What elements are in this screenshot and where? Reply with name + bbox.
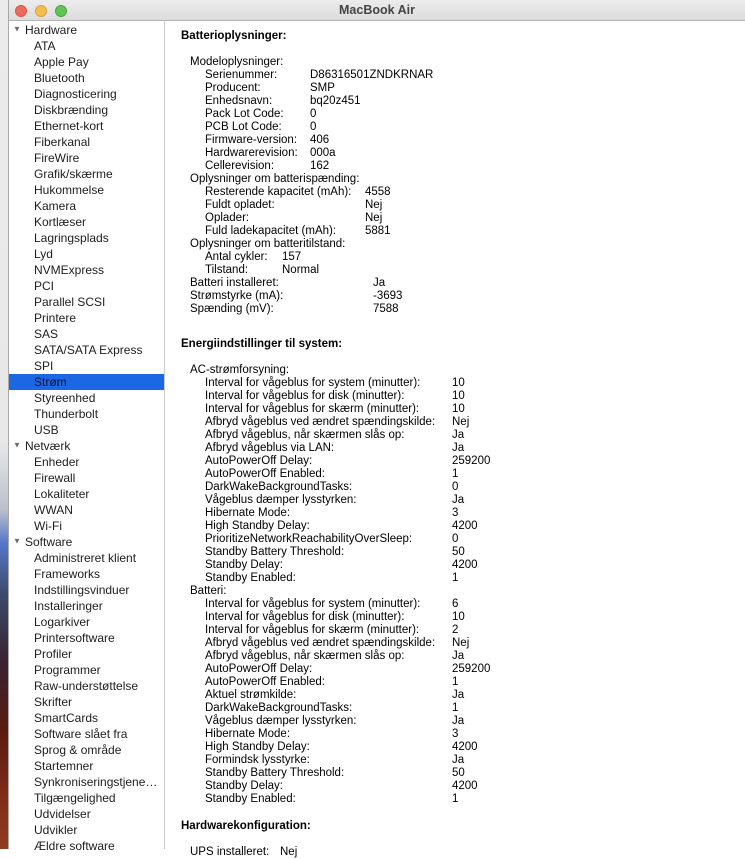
row-label: Afbryd vågeblus, når skærmen slås op:: [205, 650, 405, 662]
section-title: Energiindstillinger til system:: [181, 338, 343, 350]
section-title: Hardwarekonfiguration:: [181, 820, 311, 832]
row-value: -3693: [373, 290, 403, 302]
row-darkwakebackgroundtasks: [181, 481, 739, 494]
sidebar-item-udvidelser[interactable]: Udvidelser: [34, 807, 91, 821]
sidebar-item-ethernet-kort[interactable]: Ethernet-kort: [34, 119, 104, 133]
row-value: 6: [452, 598, 459, 610]
sidebar-item-apple-pay[interactable]: Apple Pay: [34, 55, 89, 69]
sidebar-group-label: Netværk: [25, 439, 71, 453]
row-value: 4200: [452, 741, 478, 753]
row-value: Ja: [452, 754, 465, 766]
sidebar-item-profiler[interactable]: Profiler: [34, 647, 73, 661]
row-label: Vågeblus dæmper lysstyrken:: [205, 715, 357, 727]
row-oplader: [181, 212, 739, 225]
row-high-standby-delay: [181, 741, 739, 754]
row-value: Ja: [452, 689, 465, 701]
row-label: Oplader:: [205, 212, 250, 224]
section-energiindstillinger-til-system: [181, 338, 739, 806]
info-group-status: [181, 277, 739, 316]
sidebar-item-kortlaeser[interactable]: Kortlæser: [34, 215, 87, 229]
sidebar-group-label: Software: [25, 535, 73, 549]
row-label: Interval for vågeblus for disk (minutter):: [205, 611, 405, 623]
sidebar-item-bluetooth[interactable]: Bluetooth: [34, 71, 85, 85]
row-value: 3: [452, 507, 459, 519]
row-interval-for-vageblus-for-disk-minutter: [181, 390, 739, 403]
row-label: Interval for vågeblus for system (minutter):: [205, 377, 421, 389]
row-standby-enabled: [181, 572, 739, 585]
info-group-health: [181, 238, 739, 277]
row-label: UPS installeret:: [190, 846, 270, 858]
row-value: 1: [452, 572, 459, 584]
row-prioritizenetworkreachabilityoversleep: [181, 533, 739, 546]
row-afbryd-vageblus-nar-skaermen-slas-op: [181, 429, 739, 442]
sidebar[interactable]: [9, 21, 165, 853]
row-value: Nej: [365, 199, 383, 211]
sidebar-item-diagnosticering[interactable]: Diagnosticering: [34, 87, 117, 101]
desktop-background-sliver: [0, 0, 8, 849]
row-label: Interval for vågeblus for skærm (minutter):: [205, 624, 420, 636]
row-label: Producent:: [205, 82, 261, 94]
row-label: Afbryd vågeblus via LAN:: [205, 442, 335, 454]
row-label: Hibernate Mode:: [205, 507, 291, 519]
row-enhedsnavn: [181, 95, 739, 108]
row-value: 2: [452, 624, 459, 636]
row-label: Formindsk lysstyrke:: [205, 754, 310, 766]
disclosure-triangle-icon[interactable]: ▼: [13, 24, 21, 34]
sidebar-item-software-slaet-fra[interactable]: Software slået fra: [34, 727, 128, 741]
row-value: bq20z451: [310, 95, 361, 107]
row-pcb-lot-code: [181, 121, 739, 134]
row-stromstyrke-ma: [181, 290, 739, 303]
row-label: DarkWakeBackgroundTasks:: [205, 481, 353, 493]
row-value: 10: [452, 403, 465, 415]
sidebar-item-parallel-scsi[interactable]: Parallel SCSI: [34, 295, 106, 309]
row-value: 1: [452, 793, 459, 805]
row-label: Interval for vågeblus for system (minutter):: [205, 598, 421, 610]
sidebar-item-frameworks[interactable]: Frameworks: [34, 567, 101, 581]
row-label: Pack Lot Code:: [205, 108, 284, 120]
sidebar-group-software[interactable]: [9, 534, 164, 550]
content-pane[interactable]: [165, 21, 745, 858]
disclosure-triangle-icon[interactable]: ▼: [13, 440, 21, 450]
row-hibernate-mode: [181, 728, 739, 741]
sidebar-item-indstillingsvinduer[interactable]: Indstillingsvinduer: [34, 583, 130, 597]
sidebar-item-spi[interactable]: SPI: [34, 359, 54, 373]
info-group-hw: [181, 846, 739, 859]
row-value: Nej: [365, 212, 383, 224]
row-value: Ja: [452, 715, 465, 727]
row-afbryd-vageblus-nar-skaermen-slas-op: [181, 650, 739, 663]
row-label: Enhedsnavn:: [205, 95, 273, 107]
sidebar-item-udvikler[interactable]: Udvikler: [34, 823, 78, 837]
row-value: 4558: [365, 186, 391, 198]
row-label: Standby Enabled:: [205, 572, 296, 584]
row-value: Normal: [282, 264, 320, 276]
sidebar-item-smartcards[interactable]: SmartCards: [34, 711, 99, 725]
row-label: Fuld ladekapacitet (mAh):: [205, 225, 337, 237]
sidebar-item-aeldre-software[interactable]: Ældre software: [34, 839, 115, 853]
row-label: AutoPowerOff Delay:: [205, 455, 313, 467]
row-value: 406: [310, 134, 330, 146]
sidebar-item-styreenhed[interactable]: Styreenhed: [34, 391, 96, 405]
sidebar-item-ata[interactable]: ATA: [34, 39, 56, 53]
traffic-lights: [15, 0, 67, 21]
sidebar-group-hardware[interactable]: [9, 22, 164, 38]
sidebar-item-firewire[interactable]: FireWire: [34, 151, 80, 165]
sidebar-item-grafik-skaerme[interactable]: Grafik/skærme: [34, 167, 113, 181]
sidebar-item-firewall[interactable]: Firewall: [34, 471, 76, 485]
row-antal-cykler: [181, 251, 739, 264]
row-standby-delay: [181, 780, 739, 793]
row-hardwarerevision: [181, 147, 739, 160]
group-label: Oplysninger om batterispænding:: [190, 173, 360, 185]
sidebar-item-raw-understottelse[interactable]: Raw-understøttelse: [34, 679, 139, 693]
row-interval-for-vageblus-for-system-minutter: [181, 377, 739, 390]
row-autopoweroff-delay: [181, 455, 739, 468]
row-interval-for-vageblus-for-skaerm-minutter: [181, 624, 739, 637]
row-label: Cellerevision:: [205, 160, 275, 172]
row-label: Standby Enabled:: [205, 793, 296, 805]
sidebar-item-kamera[interactable]: Kamera: [34, 199, 77, 213]
row-value: 157: [282, 251, 302, 263]
row-producent: [181, 82, 739, 95]
sidebar-item-hukommelse[interactable]: Hukommelse: [34, 183, 105, 197]
row-value: 0: [310, 121, 317, 133]
row-hibernate-mode: [181, 507, 739, 520]
row-label: Standby Delay:: [205, 780, 283, 792]
row-firmware-version: [181, 134, 739, 147]
section-hardwarekonfiguration: [181, 820, 739, 859]
row-vageblus-daemper-lysstyrken: [181, 715, 739, 728]
row-value: 50: [452, 546, 465, 558]
row-value: 7588: [373, 303, 399, 315]
row-label: Batteri installeret:: [190, 277, 279, 289]
row-label: AutoPowerOff Enabled:: [205, 468, 325, 480]
row-serienummer: [181, 69, 739, 82]
row-value: Nej: [452, 416, 470, 428]
sidebar-item-logarkiver[interactable]: Logarkiver: [34, 615, 91, 629]
row-aktuel-stromkilde: [181, 689, 739, 702]
sidebar-item-sprog-omrade[interactable]: Sprog & område: [34, 743, 122, 757]
row-label: Serienummer:: [205, 69, 278, 81]
row-label: Hibernate Mode:: [205, 728, 291, 740]
row-label: Standby Battery Threshold:: [205, 546, 345, 558]
row-value: 10: [452, 611, 465, 623]
row-label: Aktuel strømkilde:: [205, 689, 297, 701]
row-value: 3: [452, 728, 459, 740]
sidebar-item-lokaliteter[interactable]: Lokaliteter: [34, 487, 90, 501]
sidebar-item-programmer[interactable]: Programmer: [34, 663, 101, 677]
sidebar-item-lagringsplads[interactable]: Lagringsplads: [34, 231, 109, 245]
row-value: Nej: [452, 637, 470, 649]
sidebar-item-fiberkanal[interactable]: Fiberkanal: [34, 135, 91, 149]
window-body: [9, 21, 745, 858]
row-value: Ja: [452, 429, 465, 441]
row-value: 10: [452, 390, 465, 402]
row-label: Interval for vågeblus for disk (minutter):: [205, 390, 405, 402]
fullscreen-button[interactable]: [55, 5, 67, 17]
row-tilstand: [181, 264, 739, 277]
row-value: 162: [310, 160, 330, 172]
row-batteri-installeret: [181, 277, 739, 290]
sidebar-item-thunderbolt[interactable]: Thunderbolt: [34, 407, 99, 421]
row-cellerevision: [181, 160, 739, 173]
row-label: AutoPowerOff Delay:: [205, 663, 313, 675]
row-standby-battery-threshold: [181, 767, 739, 780]
row-label: Interval for vågeblus for skærm (minutter):: [205, 403, 420, 415]
row-label: Afbryd vågeblus ved ændret spændingskilde:: [205, 637, 436, 649]
window-title: MacBook Air: [339, 3, 415, 17]
row-vageblus-daemper-lysstyrken: [181, 494, 739, 507]
row-standby-battery-threshold: [181, 546, 739, 559]
row-high-standby-delay: [181, 520, 739, 533]
sidebar-item-skrifter[interactable]: Skrifter: [34, 695, 73, 709]
system-information-window: [8, 0, 745, 858]
row-value: Ja: [452, 442, 465, 454]
sidebar-item-sata-sata-express[interactable]: SATA/SATA Express: [34, 343, 143, 357]
row-label: High Standby Delay:: [205, 520, 310, 532]
sidebar-item-tilgaengelighed[interactable]: Tilgængelighed: [34, 791, 116, 805]
row-label: Standby Delay:: [205, 559, 283, 571]
row-ups-installeret: [181, 846, 739, 859]
sidebar-item-pci[interactable]: PCI: [34, 279, 55, 293]
row-label: AutoPowerOff Enabled:: [205, 676, 325, 688]
group-label: AC-strømforsyning:: [190, 364, 290, 376]
row-label: Afbryd vågeblus ved ændret spændingskilde:: [205, 416, 436, 428]
row-autopoweroff-enabled: [181, 468, 739, 481]
row-label: Tilstand:: [205, 264, 249, 276]
row-label: PrioritizeNetworkReachabilityOverSleep:: [205, 533, 413, 545]
row-value: 4200: [452, 520, 478, 532]
row-value: Ja: [452, 494, 465, 506]
window-titlebar[interactable]: [9, 0, 745, 21]
sidebar-item-administreret-klient[interactable]: Administreret klient: [34, 551, 137, 565]
row-interval-for-vageblus-for-system-minutter: [181, 598, 739, 611]
sidebar-item-wi-fi[interactable]: Wi-Fi: [34, 519, 62, 533]
group-label: Oplysninger om batteritilstand:: [190, 238, 346, 250]
section-batterioplysninger: [181, 30, 739, 316]
row-value: 259200: [452, 663, 491, 675]
row-label: Fuldt opladet:: [205, 199, 275, 211]
row-value: 1: [452, 468, 459, 480]
disclosure-triangle-icon[interactable]: ▼: [13, 536, 21, 546]
row-label: Standby Battery Threshold:: [205, 767, 345, 779]
row-value: 4200: [452, 780, 478, 792]
row-label: High Standby Delay:: [205, 741, 310, 753]
row-value: 1: [452, 702, 459, 714]
sidebar-item-lyd[interactable]: Lyd: [34, 247, 53, 261]
row-autopoweroff-enabled: [181, 676, 739, 689]
row-afbryd-vageblus-ved-aendret-spaendingskilde: [181, 637, 739, 650]
sidebar-item-wwan[interactable]: WWAN: [34, 503, 73, 517]
row-value: D86316501ZNDKRNAR: [310, 69, 434, 81]
row-resterende-kapacitet-mah: [181, 186, 739, 199]
sidebar-item-nvmexpress[interactable]: NVMExpress: [34, 263, 105, 277]
row-label: Antal cykler:: [205, 251, 268, 263]
info-group-charge: [181, 173, 739, 238]
row-value: 0: [452, 533, 459, 545]
row-pack-lot-code: [181, 108, 739, 121]
minimize-button[interactable]: [35, 5, 47, 17]
info-group-ac: [181, 364, 739, 585]
row-label: Vågeblus dæmper lysstyrken:: [205, 494, 357, 506]
section-title: Batterioplysninger:: [181, 30, 287, 42]
row-spaending-mv: [181, 303, 739, 316]
row-label: Resterende kapacitet (mAh):: [205, 186, 352, 198]
sidebar-item-diskbraending[interactable]: Diskbrænding: [34, 103, 109, 117]
row-interval-for-vageblus-for-skaerm-minutter: [181, 403, 739, 416]
row-value: Ja: [452, 650, 465, 662]
close-button[interactable]: [15, 5, 27, 17]
row-darkwakebackgroundtasks: [181, 702, 739, 715]
row-label: Hardwarerevision:: [205, 147, 298, 159]
row-value: 000a: [310, 147, 336, 159]
group-label: Modeloplysninger:: [190, 56, 284, 68]
row-value: 10: [452, 377, 465, 389]
sidebar-group-label: Hardware: [25, 23, 78, 37]
info-group-bat: [181, 585, 739, 806]
row-autopoweroff-delay: [181, 663, 739, 676]
row-value: 1: [452, 676, 459, 688]
sidebar-item-enheder[interactable]: Enheder: [34, 455, 80, 469]
sidebar-item-printere[interactable]: Printere: [34, 311, 77, 325]
info-group-model: [181, 56, 739, 173]
sidebar-group-netvaerk[interactable]: [9, 438, 164, 454]
row-value: 0: [310, 108, 317, 120]
sidebar-item-startemner[interactable]: Startemner: [34, 759, 94, 773]
row-value: 5881: [365, 225, 391, 237]
row-label: Afbryd vågeblus, når skærmen slås op:: [205, 429, 405, 441]
row-label: Strømstyrke (mA):: [190, 290, 284, 302]
row-interval-for-vageblus-for-disk-minutter: [181, 611, 739, 624]
row-label: Spænding (mV):: [190, 303, 274, 315]
row-formindsk-lysstyrke: [181, 754, 739, 767]
row-value: 0: [452, 481, 459, 493]
row-label: DarkWakeBackgroundTasks:: [205, 702, 353, 714]
sidebar-item-printersoftware[interactable]: Printersoftware: [34, 631, 115, 645]
row-afbryd-vageblus-via-lan: [181, 442, 739, 455]
group-label: Batteri:: [190, 585, 227, 597]
row-value: 4200: [452, 559, 478, 571]
row-value: Ja: [373, 277, 386, 289]
row-standby-enabled: [181, 793, 739, 806]
row-standby-delay: [181, 559, 739, 572]
row-fuld-ladekapacitet-mah: [181, 225, 739, 238]
sidebar-item-synkroniseringstjene[interactable]: Synkroniseringstjene…: [34, 775, 158, 789]
row-value: Nej: [280, 846, 298, 858]
row-value: 50: [452, 767, 465, 779]
sidebar-item-sas[interactable]: SAS: [34, 327, 59, 341]
row-label: PCB Lot Code:: [205, 121, 282, 133]
row-label: Firmware-version:: [205, 134, 298, 146]
sidebar-item-usb[interactable]: USB: [34, 423, 59, 437]
row-fuldt-opladet: [181, 199, 739, 212]
row-value: 259200: [452, 455, 491, 467]
row-value: SMP: [310, 82, 335, 94]
row-afbryd-vageblus-ved-aendret-spaendingskilde: [181, 416, 739, 429]
sidebar-item-strom[interactable]: Strøm: [9, 374, 164, 390]
sidebar-item-installeringer[interactable]: Installeringer: [34, 599, 103, 613]
